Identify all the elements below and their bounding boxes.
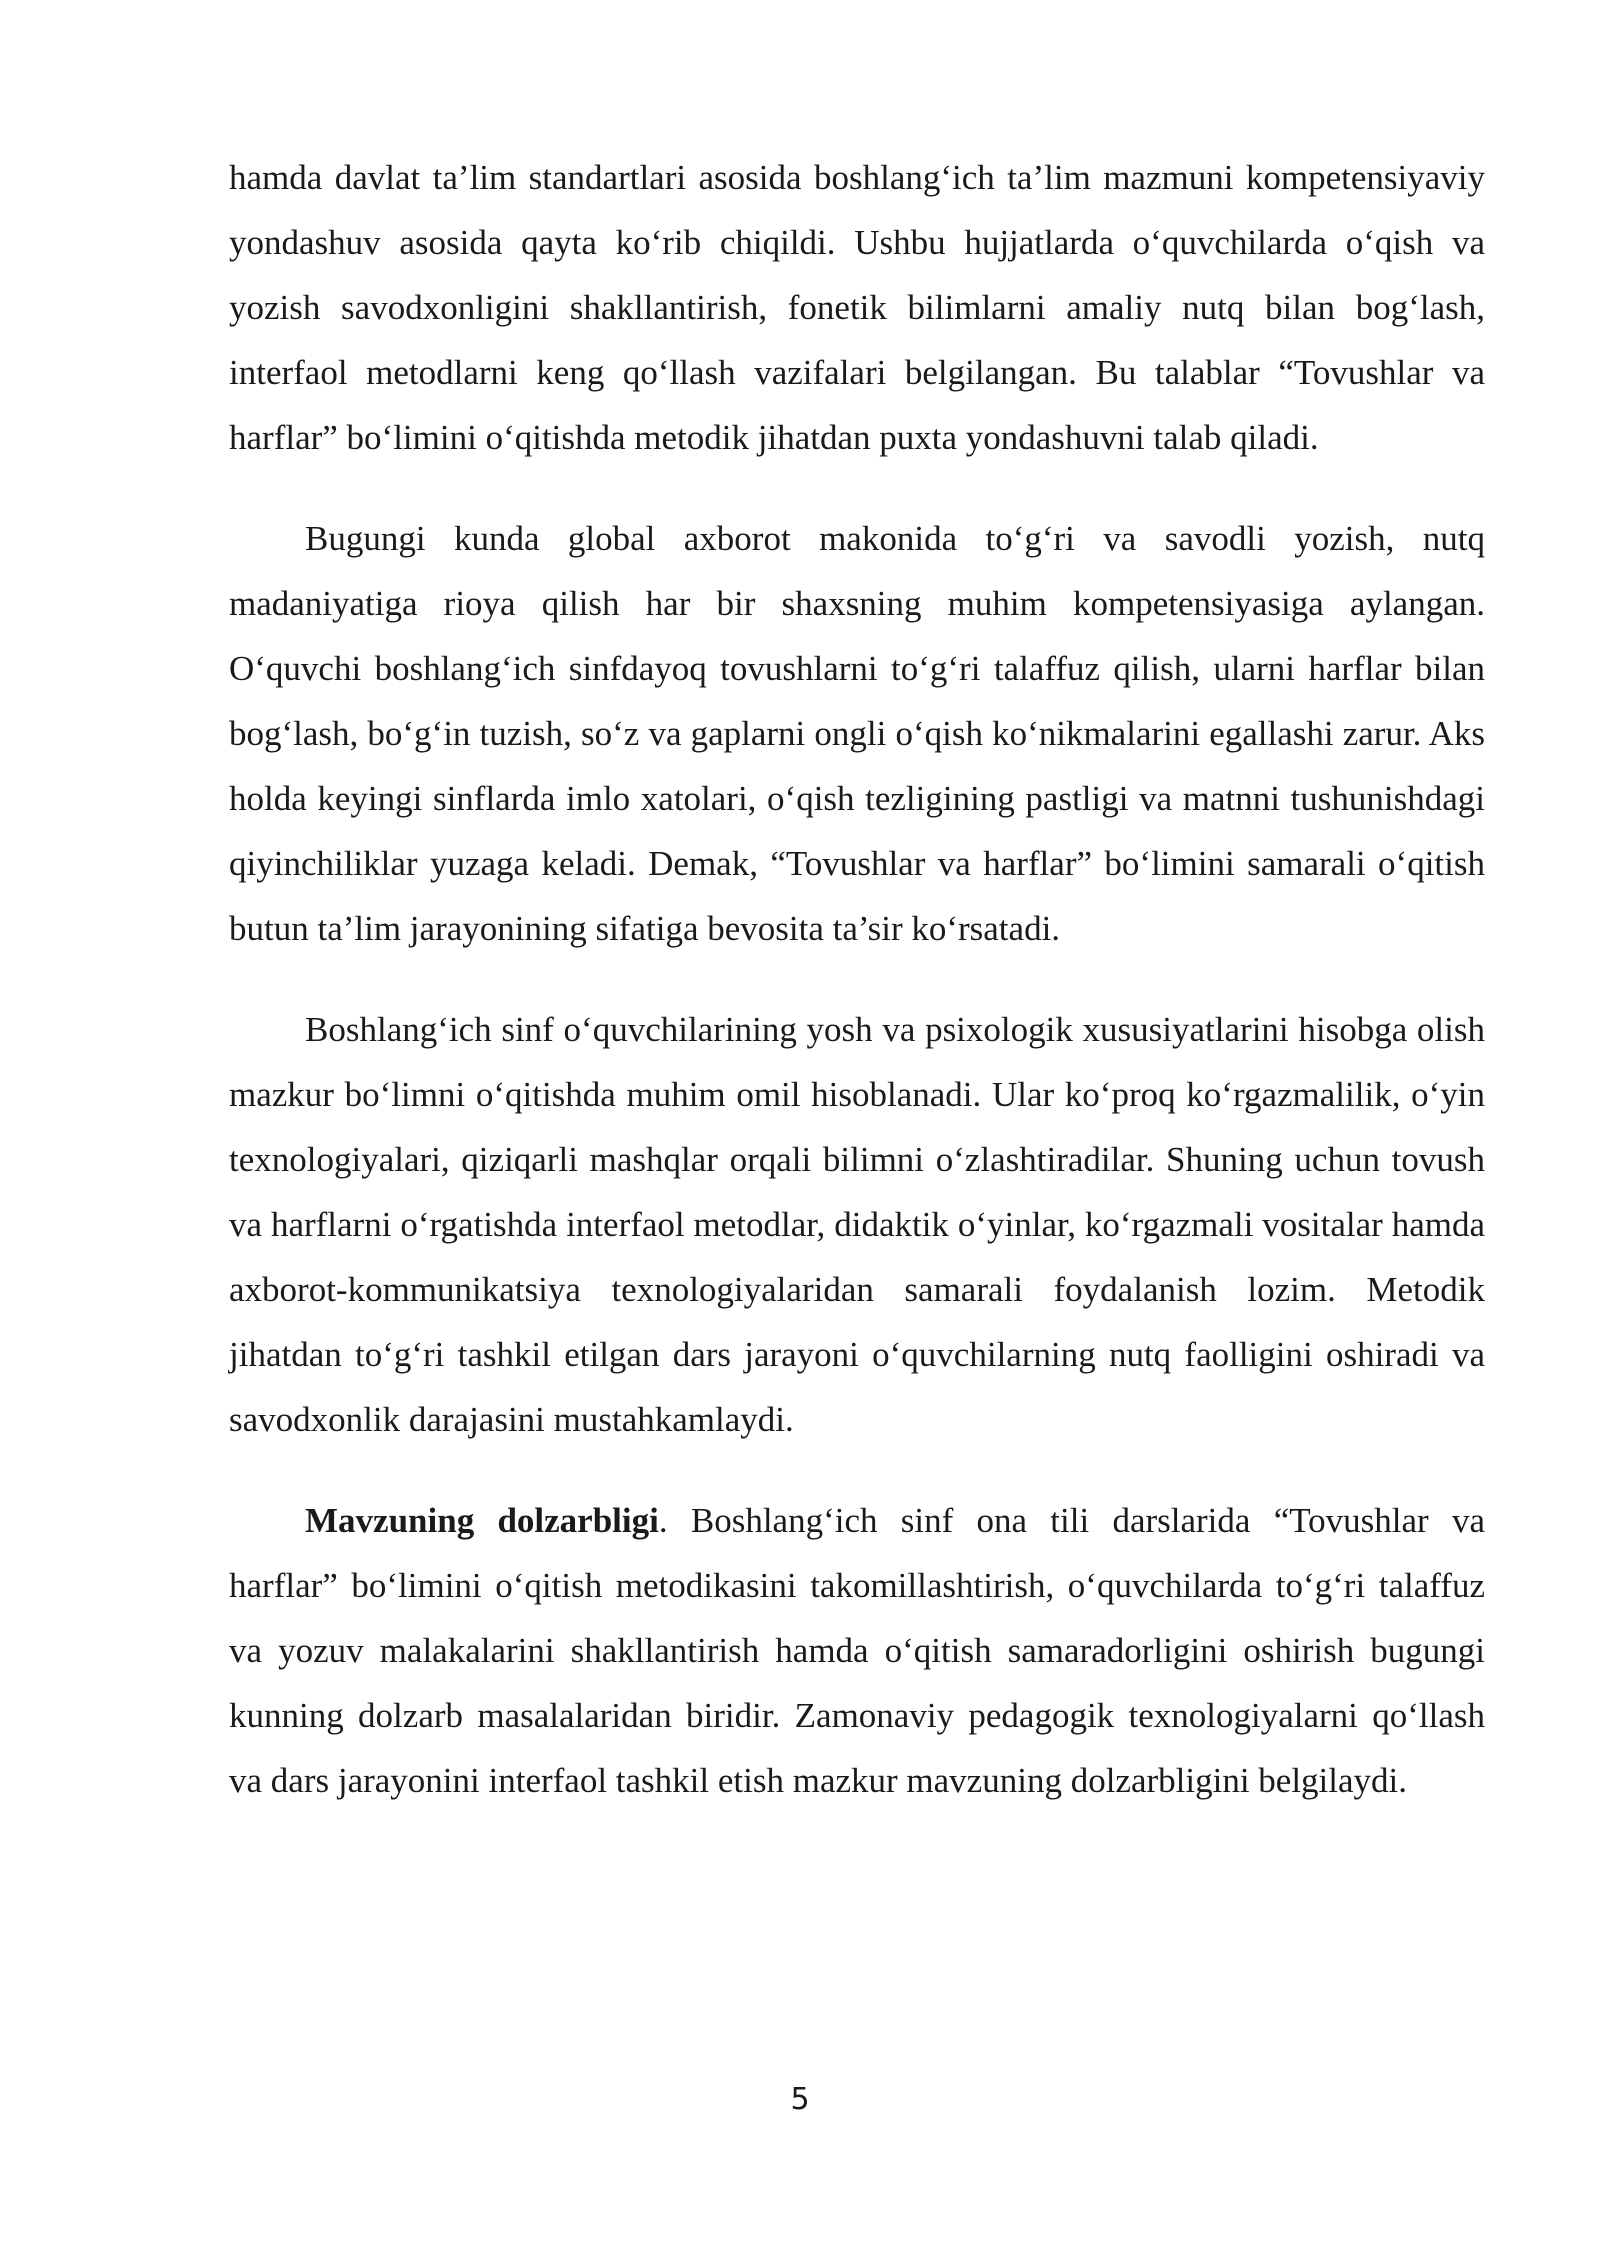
relevance-heading: Mavzuning dolzarbligi	[305, 1501, 659, 1540]
paragraph-relevance	[229, 1488, 1485, 1813]
document-body	[229, 145, 1485, 1849]
paragraph-global-literacy: Bugungi kunda global axborot makonida to‘g‘ri va savodli yozish, nutq madaniyatiga rioya qilish har bir shaxsning muhim kompetensiyasiga aylangan. O‘quvchi boshlang‘ich sinfdayoq tovushlarni to‘g‘ri talaffuz qilish, ularni harflar bilan bog‘lash, bo‘g‘in tuzish, so‘z va gaplarni ongli o‘qish ko‘nikmalarini egallashi zarur. Aks holda keyingi sinflarda imlo xatolari, o‘qish tezligining pastligi va matnni tushunishdagi qiyinchiliklar yuzaga keladi. Demak, “Tovushlar va harflar” bo‘limini samarali o‘qitish butun ta’lim jarayonining sifatiga bevosita ta’sir ko‘rsatadi.	[229, 519, 1485, 948]
page-number: 5	[790, 2082, 810, 2117]
relevance-text: . Boshlang‘ich sinf ona tili darslarida “Tovushlar va harflar” bo‘limini o‘qitish metodikasini takomillashtirish, o‘quvchilarda to‘g‘ri talaffuz va yozuv malakalarini shakllantirish hamda o‘qitish samaradorligini oshirish bugungi kunning dolzarb masalalaridan biridir. Zamonaviy pedagogik texnologiyalarni qo‘llash va dars jarayonini interfaol tashkil etish mazkur mavzuning dolzarbligini belgilaydi.	[229, 1501, 1485, 1800]
paragraph-age-psychology: Boshlang‘ich sinf o‘quvchilarining yosh va psixologik xususiyatlarini hisobga olish mazkur bo‘limni o‘qitishda muhim omil hisoblanadi. Ular ko‘proq ko‘rgazmalilik, o‘yin texnologiyalari, qiziqarli mashqlar orqali bilimni o‘zlashtiradilar. Shuning uchun tovush va harflarni o‘rgatishda interfaol metodlar, didaktik o‘yinlar, ko‘rgazmali vositalar hamda axborot-kommunikatsiya texnologiyalaridan samarali foydalanish lozim. Metodik jihatdan to‘g‘ri tashkil etilgan dars jarayoni o‘quvchilarning nutq faolligini oshiradi va savodxonlik darajasini mustahkamlaydi.	[229, 1010, 1485, 1439]
paragraph-standards: hamda davlat ta’lim standartlari asosida boshlang‘ich ta’lim mazmuni kompetensiyaviy yondashuv asosida qayta ko‘rib chiqildi. Ushbu hujjatlarda o‘quvchilarda o‘qish va yozish savodxonligini shakllantirish, fonetik bilimlarni amaliy nutq bilan bog‘lash, interfaol metodlarni keng qo‘llash vazifalari belgilangan. Bu talablar “Tovushlar va harflar” bo‘limini o‘qitishda metodik jihatdan puxta yondashuvni talab qiladi.	[229, 158, 1485, 457]
